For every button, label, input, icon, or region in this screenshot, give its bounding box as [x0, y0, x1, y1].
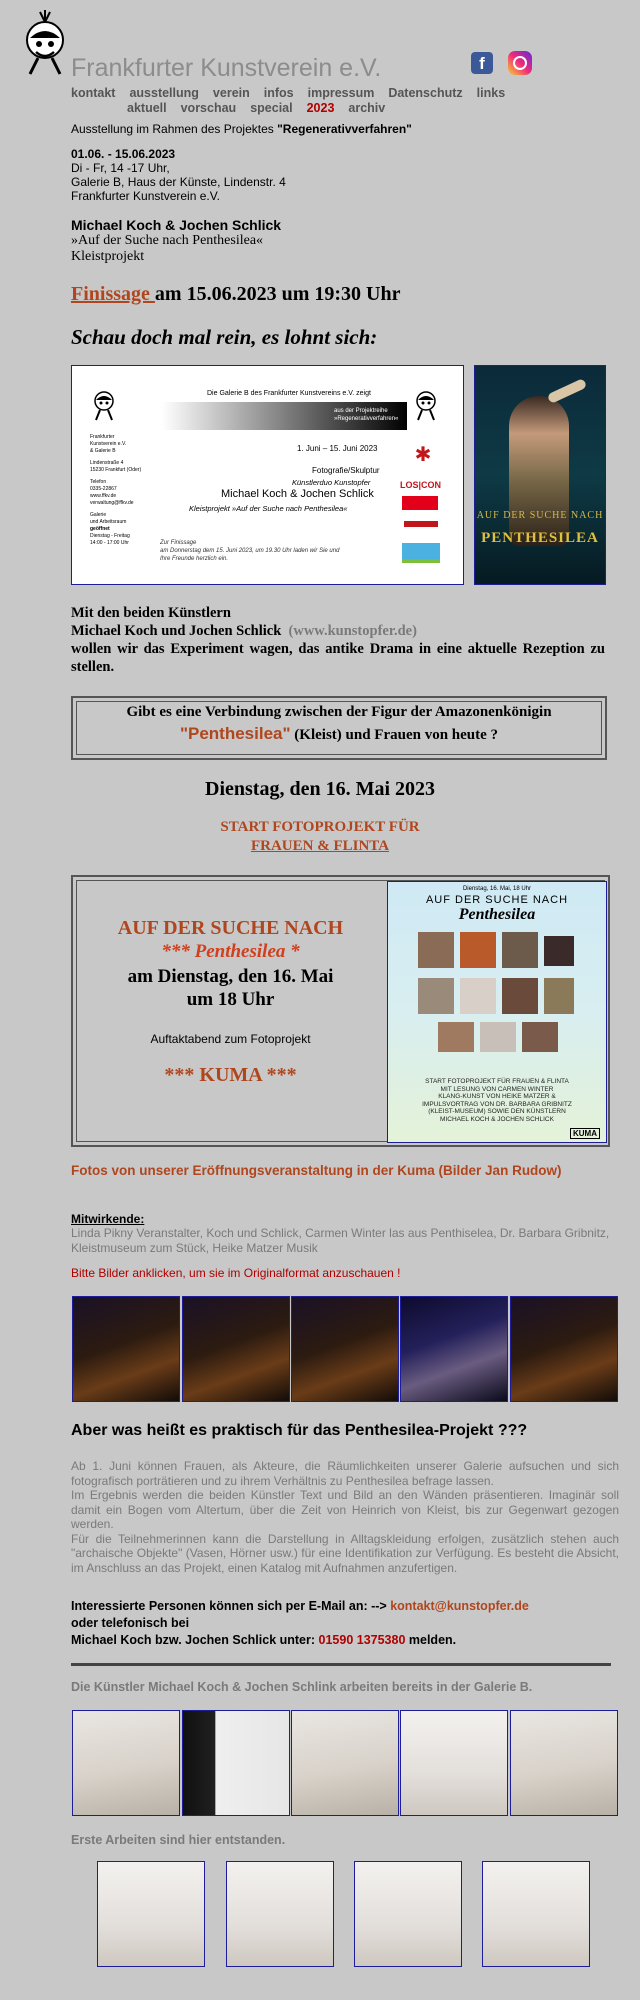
- project-line: [71, 122, 412, 136]
- artists-name: Michael Koch & Jochen Schlick: [71, 217, 282, 233]
- site-title: Frankfurter Kunstverein e.V.: [71, 54, 382, 82]
- event-sub: Auftaktabend zum Fotoprojekt: [150, 1032, 311, 1046]
- card-left-info: [90, 434, 145, 547]
- card-finissage-1: Zur Finissage: [160, 540, 197, 546]
- flyer-line: MIT LESUNG VON CARMEN WINTER: [440, 1085, 554, 1093]
- poster-subtitle: PENTHESILEA: [481, 530, 599, 546]
- sub-nav: [127, 99, 399, 117]
- card-info-line: und Arbeitsraum: [90, 519, 127, 525]
- event-penthesilea: *** Penthesilea *: [161, 941, 300, 962]
- work-photo-2[interactable]: [182, 1710, 290, 1816]
- question-rest: (Kleist) und Frauen von heute ?: [290, 727, 499, 743]
- mitwirkende-text: Linda Pikny Veranstalter, Koch und Schlick, Carmen Winter las aus Penthiselea, Dr. Barbara Gribnitz, Kleistmuseum zum Stück, Heike Matzer Musik: [71, 1226, 610, 1255]
- first-works: Erste Arbeiten sind hier entstanden.: [71, 1833, 286, 1847]
- card-artists: Michael Koch & Jochen Schlick: [221, 488, 374, 500]
- gallery-photo-3[interactable]: [354, 1861, 462, 1967]
- card-loscon-logo: LOS|CON: [400, 480, 442, 490]
- gallery-photo-1[interactable]: [97, 1861, 205, 1967]
- card-sponsor-icon: ✱: [414, 444, 432, 466]
- artists-line3: wollen wir das Experiment wagen, das antike Drama in eine aktuelle Rezeption zu stellen.: [71, 641, 605, 675]
- card-info-line: & Galerie B: [90, 448, 116, 454]
- card-series-2: »Regenerativverfahren«: [334, 416, 399, 422]
- start-fotoprojekt: [0, 818, 640, 856]
- nav-archiv[interactable]: archiv: [348, 101, 386, 115]
- practical-p2: Im Ergebnis werden die beiden Künstler Text und Bild an den Wänden präsentieren. Imaginär soll damit ein Bogen vom Altertum, über die Zeit von Heinrich von Kleist, bis zur Gegenwart gezogen werden.: [71, 1488, 619, 1531]
- card-kuenstler: Künstlerduo Kunstopfer: [292, 478, 371, 487]
- card-info-line: www.ffkv.de: [90, 493, 117, 499]
- card-info-line: geöffnet: [90, 526, 110, 532]
- penthesilea-poster[interactable]: [474, 365, 606, 585]
- card-project: Kleistprojekt »Auf der Suche nach Penthesilea«: [189, 504, 348, 513]
- card-finissage-2: am Donnerstag dem 15. Juni 2023, um 19.30 Uhr laden wir Sie und: [160, 548, 340, 554]
- practical-text: [71, 1459, 619, 1575]
- invite-heading: Schau doch mal rein, es lohnt sich:: [71, 325, 378, 349]
- contact-email-link[interactable]: kontakt@kunstopfer.de: [390, 1599, 529, 1613]
- nav-verein[interactable]: verein: [212, 86, 250, 100]
- practical-p1: Ab 1. Juni können Frauen, als Akteure, die Räumlichkeiten unserer Galerie aufsuchen und sich fotografisch porträtieren und zu ihrem Verhältnis zu Penthesilea befrage lassen.: [71, 1459, 619, 1488]
- nav-datenschutz[interactable]: Datenschutz: [388, 86, 463, 100]
- card-series: [334, 407, 398, 423]
- exhibition-org: Frankfurter Kunstverein e.V.: [71, 189, 220, 203]
- event-photo-5[interactable]: [510, 1296, 618, 1402]
- exhibition-venue: Galerie B, Haus der Künste, Lindenstr. 4: [71, 175, 286, 189]
- finissage-line: [71, 283, 400, 306]
- card-info-line: Dienstag - Freitag: [90, 533, 130, 539]
- invitation-card[interactable]: [71, 365, 464, 585]
- card-info-line: verwaltung@ffkv.de: [90, 500, 134, 506]
- card-info-line: Telefon: [90, 479, 107, 485]
- poster-title: AUF DER SUCHE NACH: [476, 510, 604, 521]
- artists-info: [71, 217, 281, 265]
- flyer-bottom-text: [388, 1078, 606, 1123]
- nav-ausstellung[interactable]: ausstellung: [129, 86, 199, 100]
- contact-line2: oder telefonisch bei: [71, 1616, 190, 1630]
- penthesilea-name: "Penthesilea": [179, 724, 291, 743]
- finissage-date: am 15.06.2023 um 19:30 Uhr: [154, 283, 401, 305]
- event-date-heading: Dienstag, den 16. Mai 2023: [205, 778, 435, 800]
- exhibition-hours: Di - Fr, 14 -17 Uhr,: [71, 161, 170, 175]
- nav-kontakt[interactable]: kontakt: [71, 86, 116, 100]
- card-info-line: 14:00 - 17:00 Uhr: [90, 540, 129, 546]
- contact-phone: 01590 1375380: [318, 1633, 406, 1647]
- event-box: [71, 875, 610, 1147]
- artists-block: [71, 604, 605, 676]
- card-info-line: Kunstverein e.V.: [90, 441, 127, 447]
- nav-vorschau[interactable]: vorschau: [180, 101, 237, 115]
- divider: [71, 1663, 611, 1666]
- event-photo-1[interactable]: [72, 1296, 180, 1402]
- event-photo-3[interactable]: [291, 1296, 399, 1402]
- card-land-logo: [402, 543, 440, 563]
- card-info-line: Frankfurter: [90, 434, 115, 440]
- card-info-line: 15230 Frankfurt (Oder): [90, 467, 142, 473]
- event-flyer[interactable]: [387, 881, 607, 1143]
- practical-heading: Aber was heißt es praktisch für das Penthesilea-Projekt ???: [71, 1422, 528, 1439]
- logo-figure-icon: [22, 10, 68, 76]
- event-photo-2[interactable]: [182, 1296, 290, 1402]
- project-prefix: Ausstellung im Rahmen des Projektes: [71, 122, 278, 136]
- card-finissage-3: Ihre Freunde herzlich ein.: [160, 556, 229, 562]
- flyer-title2: Penthesilea: [458, 906, 536, 923]
- project-name: "Regenerativverfahren": [277, 122, 412, 136]
- card-series-1: aus der Projektreihe: [334, 408, 388, 414]
- flyer-line: START FOTOPROJEKT FÜR FRAUEN & FLINTA: [425, 1078, 569, 1085]
- artists-line2: Michael Koch und Jochen Schlick: [71, 623, 282, 639]
- event-date2: um 18 Uhr: [186, 989, 275, 1010]
- question-line2: [73, 724, 605, 744]
- question-box: [71, 696, 607, 760]
- flyer-line: MICHAEL KOCH & JOCHEN SCHLICK: [440, 1115, 554, 1123]
- work-photo-4[interactable]: [400, 1710, 508, 1816]
- card-city-logo: [404, 521, 438, 527]
- flyer-line: IMPULSVORTRAG VON DR. BARBARA GRIBNITZ: [422, 1100, 572, 1108]
- kunstopfer-link[interactable]: (www.kunstopfer.de): [288, 623, 417, 639]
- poster-figure: [509, 396, 569, 546]
- nav-infos[interactable]: infos: [263, 86, 294, 100]
- card-logo-icon: [92, 386, 116, 422]
- exhibition-dates: 01.06. - 15.06.2023: [71, 147, 176, 161]
- flyer-line: KLANG-KUNST VON HEIKE MATZER &: [438, 1093, 556, 1100]
- contact-block: [71, 1598, 631, 1649]
- photos-heading: Fotos von unserer Eröffnungsveranstaltung in der Kuma (Bilder Jan Rudow): [71, 1163, 562, 1178]
- start-line2: FRAUEN & FLINTA: [250, 838, 390, 854]
- event-date1: am Dienstag, den 16. Mai: [127, 966, 334, 987]
- event-title: AUF DER SUCHE NACH: [117, 917, 344, 939]
- event-photo-4[interactable]: [400, 1296, 508, 1402]
- flyer-title1: AUF DER SUCHE NACH: [425, 894, 569, 906]
- flyer-date: Dienstag, 16. Mai, 18 Uhr: [462, 886, 532, 892]
- work-photo-3[interactable]: [291, 1710, 399, 1816]
- card-info-line: Lindenstraße 4: [90, 460, 124, 466]
- nav-aktuell[interactable]: aktuell: [127, 101, 167, 115]
- exhibition-info: [71, 147, 286, 203]
- nav-links[interactable]: links: [476, 86, 506, 100]
- poster-horn: [547, 378, 587, 404]
- instagram-icon[interactable]: [508, 51, 532, 75]
- work-title: »Auf der Suche nach Penthesilea«: [71, 233, 264, 248]
- artists-line1: Mit den beiden Künstlern: [71, 605, 231, 621]
- nav-special[interactable]: special: [250, 101, 293, 115]
- click-hint: Bitte Bilder anklicken, um sie im Originalformat anzuschauen !: [71, 1266, 401, 1280]
- card-dates: 1. Juni – 15. Juni 2023: [297, 444, 378, 453]
- card-medium: Fotografie/Skulptur: [312, 466, 380, 475]
- facebook-icon[interactable]: f: [471, 52, 493, 74]
- work-photo-1[interactable]: [72, 1710, 180, 1816]
- event-place: *** KUMA ***: [164, 1064, 297, 1086]
- contact-prefix: Interessierte Personen können sich per E-Mail an: -->: [71, 1599, 391, 1613]
- flyer-line: (KLEIST-MUSEUM) SOWIE DEN KÜNSTLERN: [428, 1108, 566, 1115]
- mitwirkende-label: Mitwirkende:: [71, 1212, 145, 1226]
- nav-impressum[interactable]: impressum: [307, 86, 375, 100]
- card-finissage: [160, 539, 339, 563]
- project-type: Kleistprojekt: [71, 249, 145, 264]
- contact-line3-prefix: Michael Koch bzw. Jochen Schlick unter:: [71, 1633, 319, 1647]
- work-heading: Die Künstler Michael Koch & Jochen Schlink arbeiten bereits in der Galerie B.: [71, 1680, 533, 1694]
- flyer-kuma-logo: KUMA: [570, 1128, 600, 1139]
- card-info-line: 0335-22867: [90, 486, 117, 492]
- start-line1: START FOTOPROJEKT FÜR: [220, 819, 420, 835]
- card-sparkasse-logo: [402, 496, 438, 510]
- finissage-link[interactable]: Finissage: [71, 283, 155, 305]
- contact-line3-suffix: melden.: [405, 1633, 457, 1647]
- work-photo-5[interactable]: [510, 1710, 618, 1816]
- nav-2023[interactable]: 2023: [306, 101, 335, 115]
- flyer-portraits: [418, 932, 578, 1052]
- card-info-line: Galerie: [90, 512, 107, 518]
- card-top-line: Die Galerie B des Frankfurter Kunstvereins e.V. zeigt: [207, 390, 371, 397]
- logo[interactable]: [22, 10, 68, 76]
- gallery-photo-2[interactable]: [226, 1861, 334, 1967]
- question-line1: Gibt es eine Verbindung zwischen der Figur der Amazonenkönigin: [126, 704, 552, 720]
- card-right-logo-icon: [414, 386, 438, 422]
- practical-p3: Für die Teilnehmerinnen kann die Darstellung in Alltagskleidung erfolgen, zusätzlich stehen auch "archaische Objekte" (Vasen, Hörner usw.) für eine Identifikation zur Verfügung. Es besteht die Absicht, im Anschluss an das Projekt, einen Katalog mit Aufnahmen anzufertigen.: [71, 1531, 619, 1575]
- gallery-photo-4[interactable]: [482, 1861, 590, 1967]
